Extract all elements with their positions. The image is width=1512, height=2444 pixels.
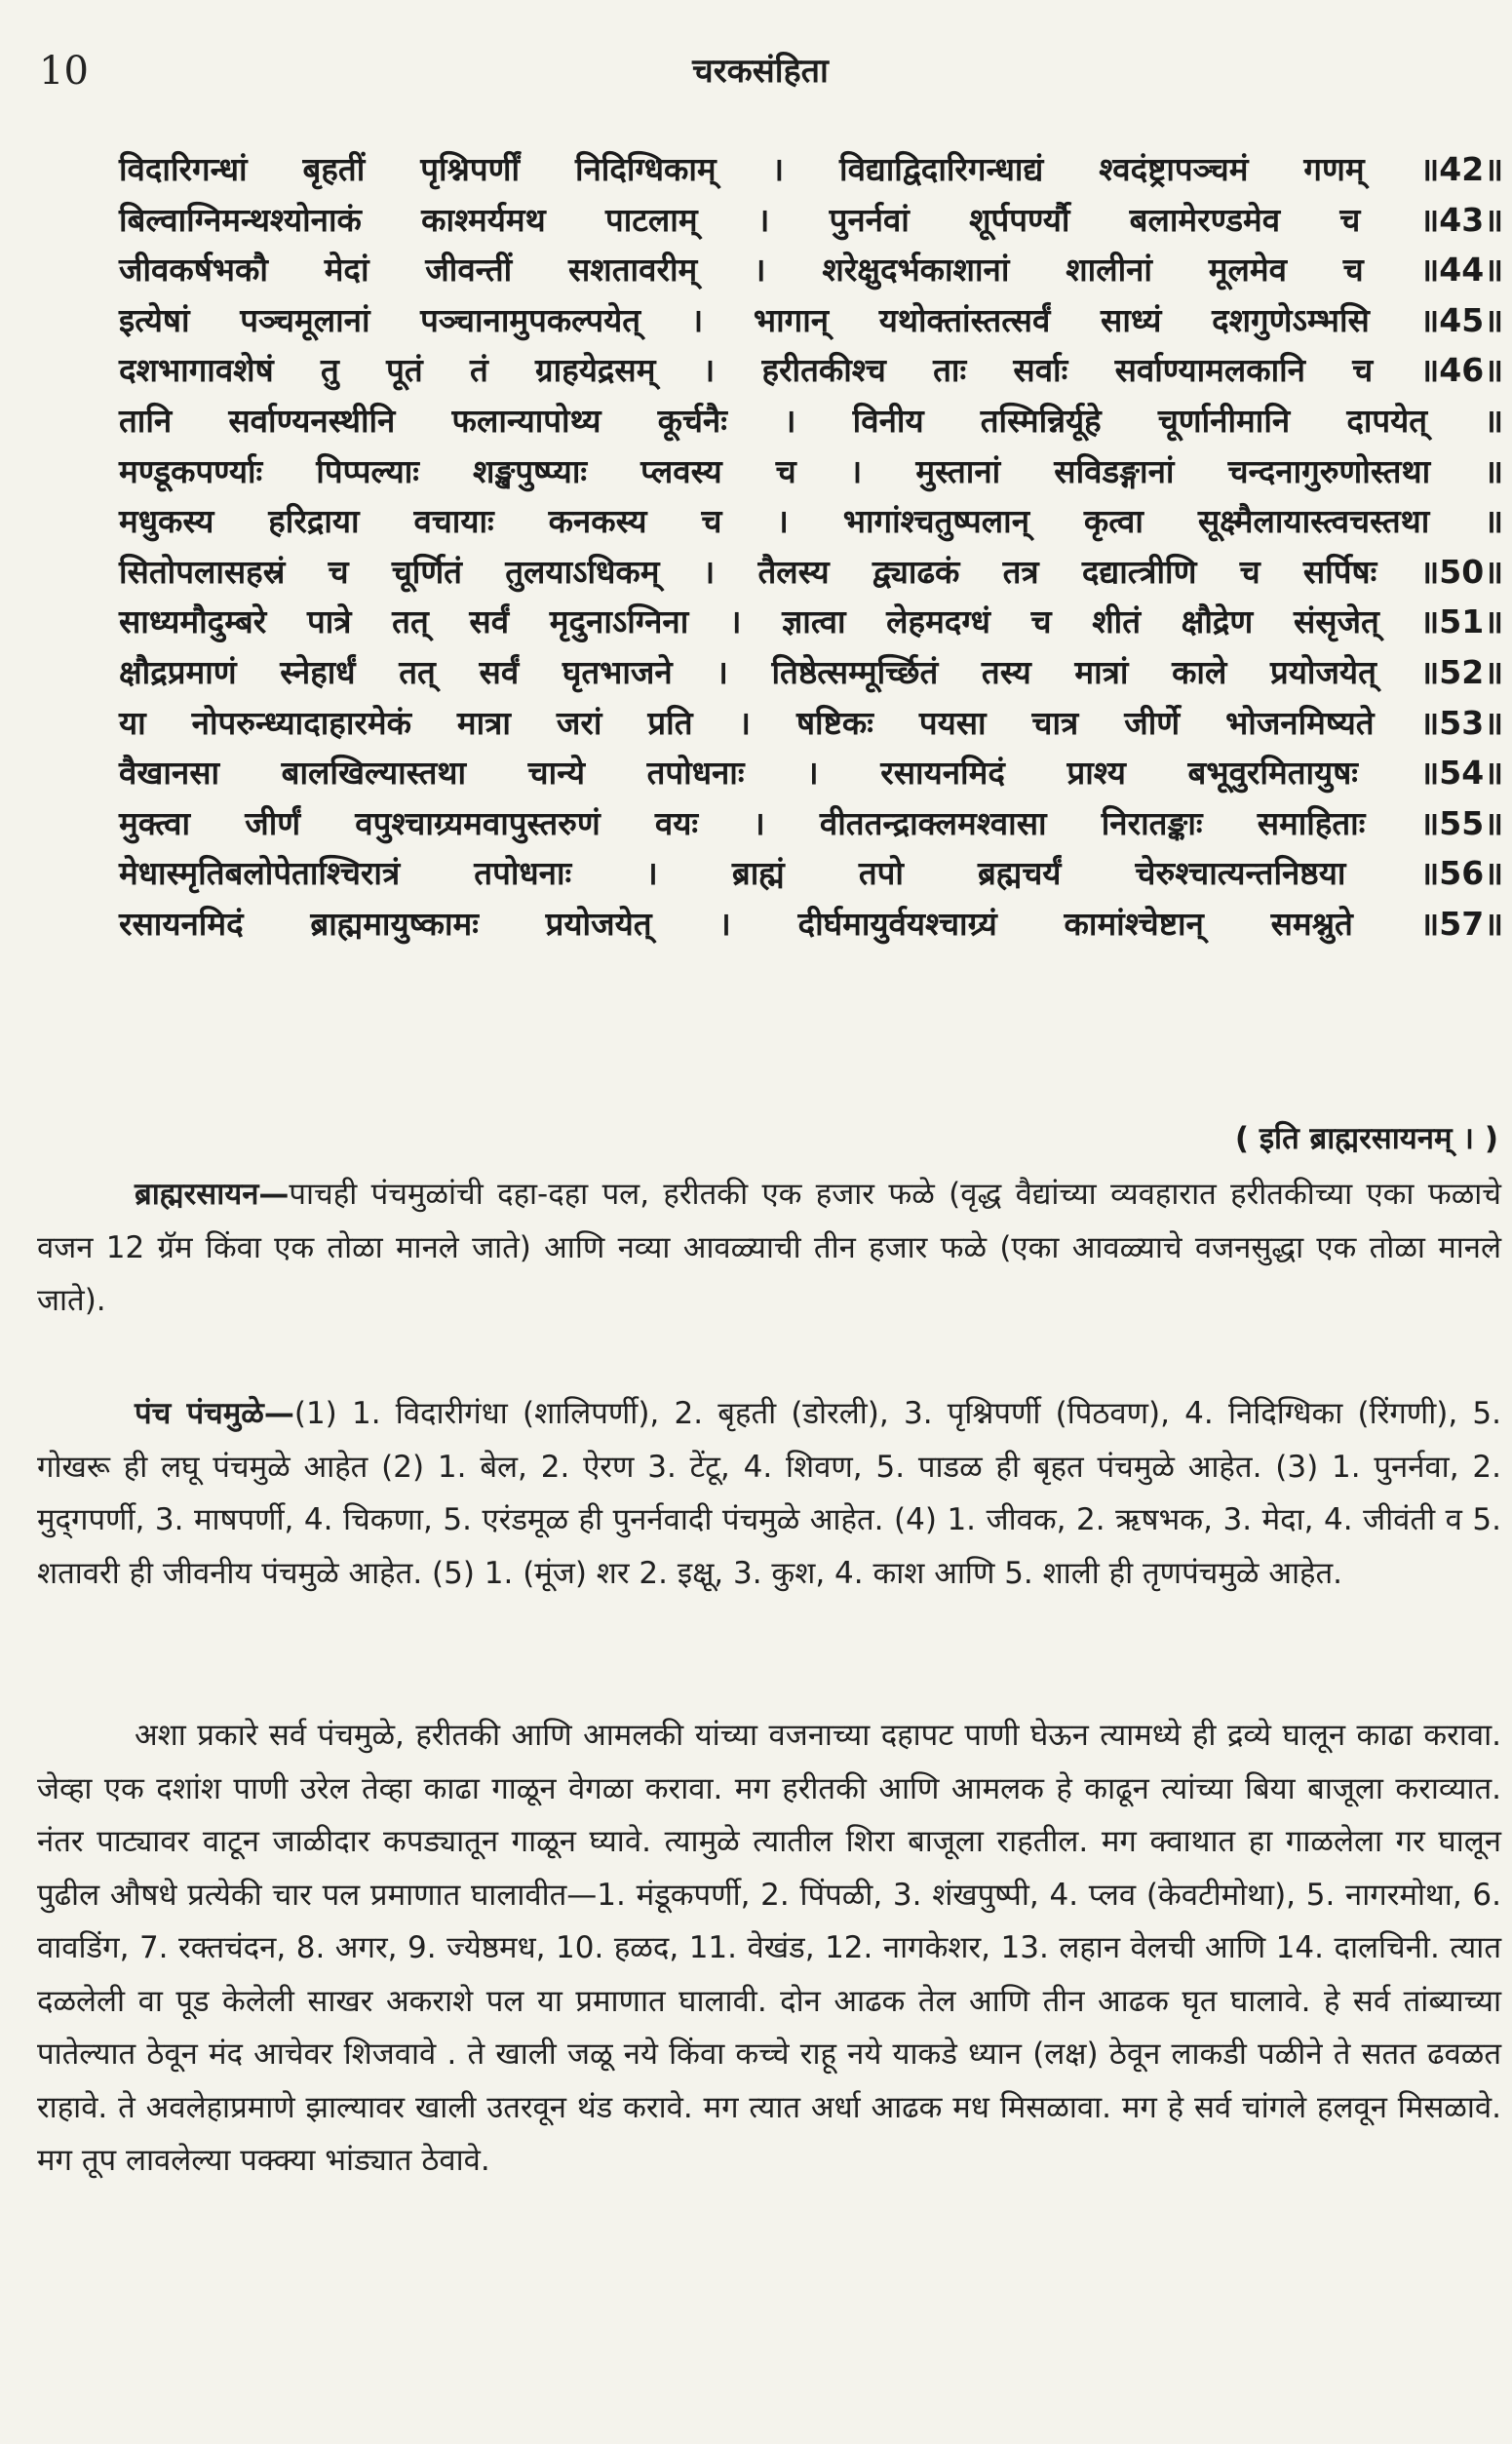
verse-line: विदारिगन्धां बृहतीं पृश्निपर्णीं निदिग्धिकाम् । विद्याद्विदारिगन्धाद्यं श्वदंष्ट्रापञ्चमं गणम् ॥42॥	[119, 150, 1503, 188]
paragraph-heading: पंच पंचमुळे—	[135, 1396, 294, 1431]
page-header	[39, 43, 1482, 101]
sanskrit-verses	[119, 144, 1503, 950]
verse-line: वैखानसा बालखिल्यास्तथा चान्ये तपोधनाः । रसायनमिदं प्राश्य बभूवुरमितायुषः ॥54॥	[119, 754, 1503, 793]
verse-line: सितोपलासहस्रं च चूर्णितं तुलयाऽधिकम् । तैलस्य द्व्याढकं तत्र दद्यात्त्रीणि च सर्पिषः ॥50॥	[119, 552, 1503, 591]
paragraph-text: पाचही पंचमुळांची दहा-दहा पल, हरीतकी एक हजार फळे (वृद्ध वैद्यांच्या व्यवहारात हरीतकीच्या एका फळाचे वजन 12 ग्रॅम किंवा एक तोळा मानले जाते) आणि नव्या आवळ्याची तीन हजार फळे (एका आवळ्याचे वजनसुद्धा एक तोळा मानले जाते).	[37, 1177, 1501, 1318]
page-number: 10	[39, 49, 89, 94]
commentary-paragraph	[37, 1709, 1501, 2188]
paragraph-text: अशा प्रकारे सर्व पंचमुळे, हरीतकी आणि आमलकी यांच्या वजनाच्या दहापट पाणी घेऊन त्यामध्ये ही द्रव्ये घालून काढा करावा. जेव्हा एक दशांश पाणी उरेल तेव्हा काढा गाळून वेगळा करावा. मग हरीतकी आणि आमलक हे काढून त्यांच्या बिया बाजूला कराव्यात. नंतर पाट्यावर वाटून जाळीदार कपड्यातून गाळून घ्यावे. त्यामुळे त्यातील शिरा बाजूला राहतील. मग क्वाथात हा गाळलेला गर घालून पुढील औषधे प्रत्येकी चार पल प्रमाणात घालावीत—1. मंडूकपर्णी, 2. पिंपळी, 3. शंखपुष्पी, 4. प्लव (केवटीमोथा), 5. नागरमोथा, 6. वावडिंग, 7. रक्तचंदन, 8. अगर, 9. ज्येष्ठमध, 10. हळद, 11. वेखंड, 12. नागकेशर, 13. लहान वेलची आणि 14. दालचिनी. त्यात दळलेली वा पूड केलेली साखर अकराशे पल या प्रमाणात घालावी. दोन आढक तेल आणि तीन आढक घृत घालावे. हे सर्व तांब्याच्या पातेल्यात ठेवून मंद आचेवर शिजवावे . ते खाली जळू नये किंवा कच्चे राहू नये याकडे ध्यान (लक्ष) ठेवून लाकडी पळीने ते सतत ढवळत राहावे. ते अवलेहाप्रमाणे झाल्यावर खाली उतरवून थंड करावे. मग त्यात अर्धा आढक मध मिसळावा. मग हे सर्व चांगले हलवून मिसळावे. मग तूप लावलेल्या पक्क्या भांड्यात ठेवावे.	[37, 1718, 1501, 2178]
verse-line: मधुकस्य हरिद्राया वचायाः कनकस्य च । भागांश्चतुष्पलान् कृत्वा सूक्ष्मैलायास्त्वचस्तथा ॥	[119, 502, 1503, 541]
verse-line: मण्डूकपर्ण्याः पिप्पल्याः शङ्खपुष्प्याः प्लवस्य च । मुस्तानां सविडङ्गानां चन्दनागुरुणोस्तथा ॥	[119, 451, 1503, 490]
verse-line: रसायनमिदं ब्राह्ममायुष्कामः प्रयोजयेत् । दीर्घमायुर्वयश्चाग्र्यं कामांश्चेष्टान् समश्नुते ॥57॥	[119, 904, 1503, 943]
commentary-paragraph	[37, 1387, 1501, 1600]
verse-line: बिल्वाग्निमन्थश्योनाकं काश्मर्यमथ पाटलाम् । पुनर्नवां शूर्पपर्ण्यौ बलामेरण्डमेव च ॥43॥	[119, 200, 1503, 239]
verse-line: दशभागावशेषं तु पूतं तं ग्राहयेद्रसम् । हरीतकीश्च ताः सर्वाः सर्वाण्यामलकानि च ॥46॥	[119, 351, 1503, 390]
verse-line: क्षौद्रप्रमाणं स्नेहार्धं तत् सर्वं घृतभाजने । तिष्ठेत्सम्मूर्च्छितं तस्य मात्रां काले प्रयोजयेत् ॥52॥	[119, 652, 1503, 691]
verse-line: मेधास्मृतिबलोपेताश्चिरात्रं तपोधनाः । ब्राह्मं तपो ब्रह्मचर्यं चेरुश्चात्यन्तनिष्ठया ॥56॥	[119, 854, 1503, 893]
verse-line: मुक्त्वा जीर्णं वपुश्चाग्र्यमवापुस्तरुणं वयः । वीततन्द्राक्लमश्वासा निरातङ्काः समाहिताः ॥55॥	[119, 803, 1503, 842]
section-colophon: ( इति ब्राह्मरसायनम् । )	[1234, 1121, 1498, 1156]
verse-line: इत्येषां पञ्चमूलानां पञ्चानामुपकल्पयेत् । भागान् यथोक्तांस्तत्सर्वं साध्यं दशगुणेऽम्भसि ॥45॥	[119, 300, 1503, 339]
paragraph-heading: ब्राह्मरसायन—	[135, 1177, 290, 1212]
running-title: चरकसंहिता	[692, 52, 829, 91]
verse-line: जीवकर्षभकौ मेदां जीवन्तीं सशतावरीम् । शरेक्षुदर्भकाशानां शालीनां मूलमेव च ॥44॥	[119, 251, 1503, 290]
verse-line: तानि सर्वाण्यनस्थीनि फलान्यापोथ्य कूर्चनैः । विनीय तस्मिन्निर्यूहे चूर्णानीमानि दापयेत् ॥	[119, 401, 1503, 440]
verse-line: या नोपरुन्ध्यादाहारमेकं मात्रा जरां प्रति । षष्टिकः पयसा चात्र जीर्णे भोजनमिष्यते ॥53॥	[119, 703, 1503, 742]
commentary-paragraph	[37, 1168, 1501, 1328]
paragraph-text: (1) 1. विदारीगंधा (शालिपर्णी), 2. बृहती (डोरली), 3. पृश्निपर्णी (पिठवण), 4. निदिग्धिका (रिंगणी), 5. गोखरू ही लघू पंचमुळे आहेत (2) 1. बेल, 2. ऐरण 3. टेंटू, 4. शिवण, 5. पाडळ ही बृहत पंचमुळे आहेत. (3) 1. पुनर्नवा, 2. मुद्‌गपर्णी, 3. माषपर्णी, 4. चिकणा, 5. एरंडमूळ ही पुनर्नवादी पंचमुळे आहेत. (4) 1. जीवक, 2. ऋषभक, 3. मेदा, 4. जीवंती व 5. शतावरी ही जीवनीय पंचमुळे आहेत. (5) 1. (मूंज) शर 2. इक्षू, 3. कुश, 4. काश आणि 5. शाली ही तृणपंचमुळे आहेत.	[37, 1396, 1502, 1591]
verse-line: साध्यमौदुम्बरे पात्रे तत् सर्वं मृदुनाऽग्निना । ज्ञात्वा लेहमदग्धं च शीतं क्षौद्रेण संसृजेत् ॥51॥	[119, 602, 1503, 641]
